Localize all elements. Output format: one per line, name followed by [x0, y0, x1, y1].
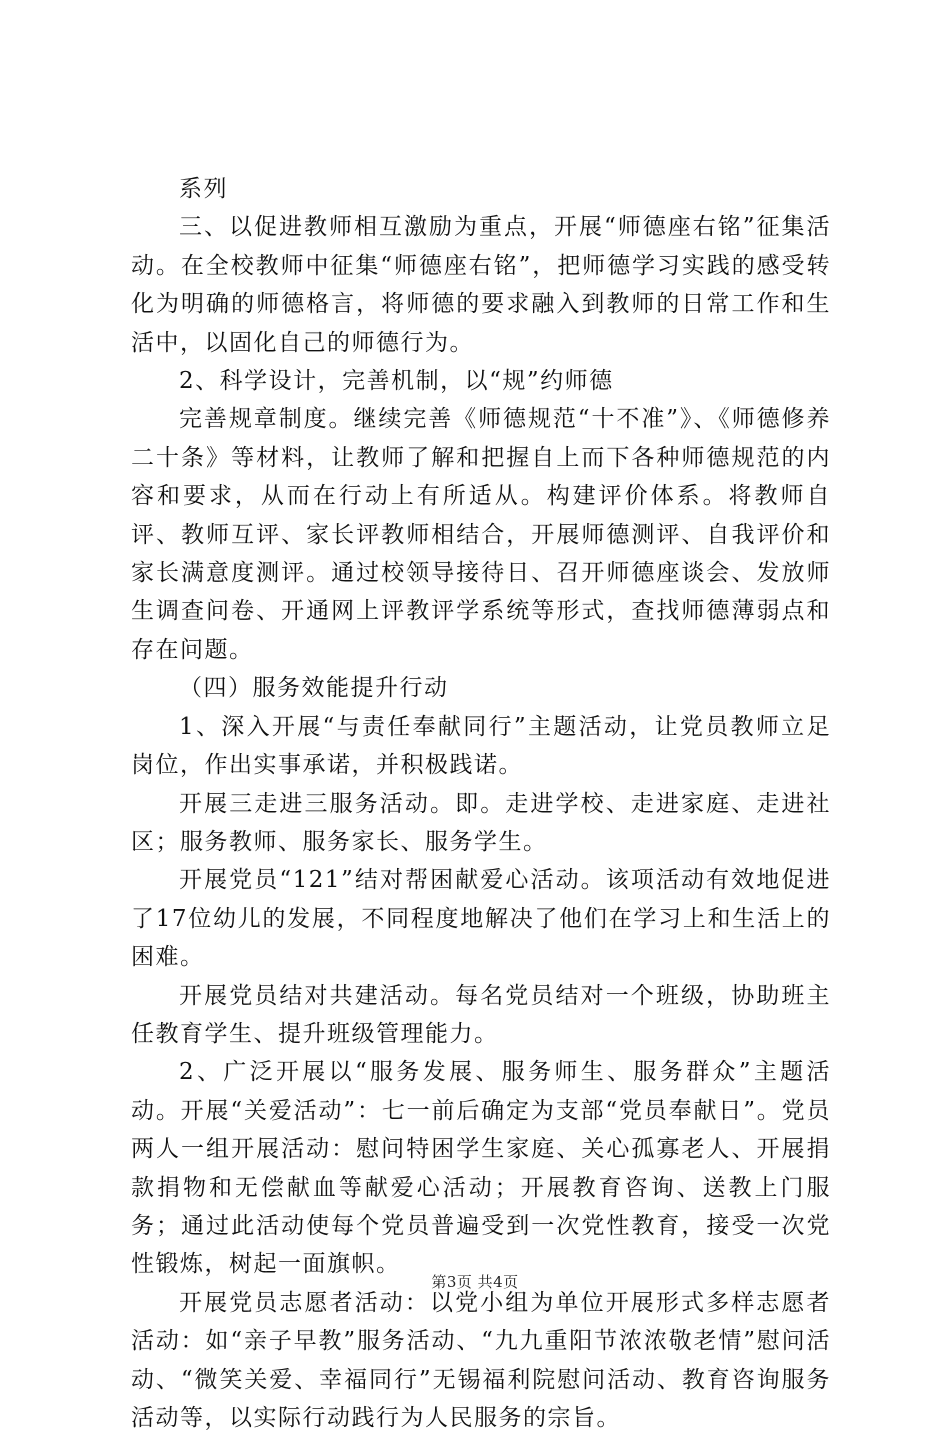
paragraph-three-visits: 开展三走进三服务活动。即。走进学校、走进家庭、走进社区；服务教师、服务家长、服务学生。 — [131, 790, 831, 855]
document-body — [131, 170, 831, 1437]
heading-scientific-design: 2、科学设计，完善机制，以“规”约师德 — [179, 368, 614, 395]
paragraph-121-pairing: 开展党员“121”结对帮困献爱心活动。该项活动有效地促进了17位幼儿的发展，不同程度地解决了他们在学习上和生活上的困难。 — [131, 867, 831, 971]
paragraph-volunteer-activity: 开展党员志愿者活动：以党小组为单位开展形式多样志愿者活动：如“亲子早教”服务活动、“九九重阳节浓浓敬老情”慰问活动、“微笑关爱、幸福同行”无锡福利院慰问活动、教育咨询服务活动等，以实际行动践行为人民服务的宗旨。 — [131, 1289, 831, 1431]
paragraph-series-fragment: 系列 — [179, 176, 228, 202]
paragraph-care-activity: 2、广泛开展以“服务发展、服务师生、服务群众”主题活动。开展“关爱活动”：七一前后确定为支部“党员奉献日”。党员两人一组开展活动：慰问特困学生家庭、关心孤寡老人、开展捐款捐物和无偿献血等献爱心活动；开展教育咨询、送教上门服务；通过此活动使每个党员普遍受到一次党性教育，接受一次党性锻炼，树起一面旗帜。 — [131, 1059, 831, 1278]
paragraph-class-pairing: 开展党员结对共建活动。每名党员结对一个班级，协助班主任教育学生、提升班级管理能力。 — [131, 982, 831, 1047]
paragraph-responsibility-activity: 1、深入开展“与责任奉献同行”主题活动，让党员教师立足岗位，作出实事承诺，并积极践诺。 — [131, 713, 831, 779]
page-number-footer: 第3页 共4页 — [431, 1273, 519, 1291]
paragraph-rules-evaluation: 完善规章制度。继续完善《师德规范“十不准”》、《师德修养二十条》等材料，让教师了解和把握自上而下各种师德规范的内容和要求，从而在行动上有所适从。构建评价体系。将教师自评、教师互评、家长评教师相结合，开展师德测评、自我评价和家长满意度测评。通过校领导接待日、召开师德座谈会、发放师生调查问卷、开通网上评教评学系统等形式，查找师德薄弱点和存在问题。 — [131, 406, 831, 663]
paragraph-motto-campaign: 三、以促进教师相互激励为重点，开展“师德座右铭”征集活动。在全校教师中征集“师德座右铭”，把师德学习实践的感受转化为明确的师德格言，将师德的要求融入到教师的日常工作和生活中，以固化自己的师德行为。 — [131, 214, 831, 356]
heading-service-efficiency: （四）服务效能提升行动 — [179, 675, 449, 702]
